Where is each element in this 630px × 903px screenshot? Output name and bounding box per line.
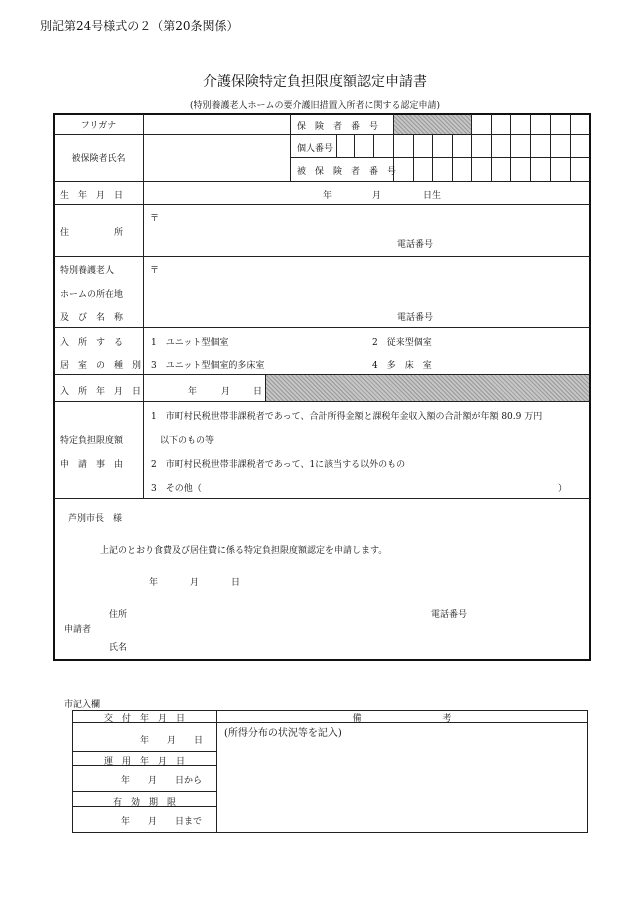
room-type-label-1: 入 所 す る — [60, 338, 124, 348]
issue-date-value: 年 月 日 — [140, 736, 204, 746]
admission-month: 月 — [221, 387, 231, 397]
address-postal-mark: 〒 — [150, 214, 160, 224]
cell-line — [510, 114, 511, 182]
city-line — [72, 751, 217, 752]
row-line — [54, 327, 590, 328]
row-line — [54, 401, 590, 402]
row-line — [54, 204, 590, 205]
facility-label-3: 及 び 名 称 — [60, 313, 124, 323]
declaration-statement: 上記のとおり食費及び居住費に係る特定負担限度額認定を申請します。 — [100, 546, 388, 556]
applicant-phone-label: 電話番号 — [431, 610, 468, 620]
cell-line — [432, 134, 433, 182]
label-divider — [143, 114, 144, 498]
room-type-label-2: 居 室 の 種 別 — [60, 361, 142, 371]
frame-left — [53, 113, 55, 661]
cell-line — [471, 114, 472, 182]
birthdate-day: 日生 — [423, 191, 442, 201]
facility-label-1: 特別養護老人 — [60, 266, 115, 276]
numbers-line — [290, 134, 590, 135]
room-option-1[interactable]: 1 ユニット型個室 — [151, 338, 229, 348]
frame-bottom — [53, 659, 591, 661]
reason-item-1-cont: 以下のもの等 — [160, 436, 215, 446]
furigana-field[interactable] — [147, 116, 287, 132]
reason-item-3-close: ） — [558, 484, 568, 494]
cell-line — [452, 134, 453, 182]
reason-other-field[interactable] — [215, 478, 555, 494]
furigana-line — [54, 134, 290, 135]
declaration-year: 年 — [149, 578, 159, 588]
birthdate-label: 生 年 月 日 — [60, 191, 124, 201]
row-line — [54, 256, 590, 257]
cell-line — [491, 114, 492, 182]
cell-line — [530, 114, 531, 182]
facility-postal-mark: 〒 — [150, 266, 160, 276]
admission-day: 日 — [253, 387, 263, 397]
admission-year: 年 — [188, 387, 198, 397]
address-label: 住 所 — [60, 228, 124, 238]
form-title: 介護保険特定負担限度額認定申請書 — [203, 74, 427, 90]
validity-value: 年 月 日まで — [121, 817, 203, 827]
remarks-field[interactable] — [222, 740, 582, 828]
cell-line — [550, 114, 551, 182]
applicant-name-label: 氏名 — [109, 643, 128, 653]
admission-date-label: 入 所 年 月 日 — [60, 387, 142, 397]
city-line — [72, 791, 217, 792]
address-field[interactable] — [165, 209, 585, 251]
numbers-divider — [290, 114, 291, 182]
cell-line — [570, 114, 571, 182]
city-section-title: 市記入欄 — [64, 700, 101, 710]
operation-date-label: 運 用 年 月 日 — [103, 757, 185, 767]
declaration-month: 月 — [190, 578, 200, 588]
reason-label-1: 特定負担限度額 — [60, 436, 124, 446]
insured-number-label: 被 保 険 者 番 号 — [297, 167, 397, 177]
room-option-4[interactable]: 4 多 床 室 — [372, 361, 432, 371]
birthdate-month: 月 — [372, 191, 382, 201]
insured-name-field[interactable] — [147, 137, 287, 179]
validity-label: 有 効 期 限 — [112, 798, 176, 808]
facility-label-2: ホームの所在地 — [60, 290, 124, 300]
personal-number-label: 個人番号 — [297, 144, 334, 154]
birthdate-year: 年 — [323, 191, 333, 201]
numbers-line — [290, 157, 590, 158]
applicant-address-label: 住所 — [109, 610, 128, 620]
address-phone-label: 電話番号 — [397, 240, 434, 250]
city-frame-bottom — [72, 832, 588, 833]
reason-item-1[interactable]: 1 市町村民税世帯非課税者であって、合計所得金額と課税年金収入額の合計額が年額 80.9 万円 — [151, 412, 543, 422]
admission-shaded — [266, 375, 589, 401]
facility-field[interactable] — [165, 260, 585, 322]
room-option-2[interactable]: 2 従来型個室 — [372, 338, 432, 348]
facility-phone-label: 電話番号 — [397, 313, 434, 323]
addressee: 芦別市長 様 — [68, 514, 123, 524]
insurer-number-shaded — [394, 115, 471, 134]
form-subtitle: (特別養護老人ホームの要介護旧措置入所者に関する認定申請) — [189, 101, 441, 111]
remarks-label: 備 考 — [352, 714, 452, 724]
form-number: 別記第24号様式の２（第20条関係） — [40, 19, 239, 33]
applicant-address-field[interactable] — [135, 603, 415, 619]
city-frame-left — [72, 710, 73, 833]
reason-item-3[interactable]: 3 その他（ — [151, 484, 202, 494]
insured-name-label: 被保険者氏名 — [71, 154, 126, 164]
cell-line — [354, 134, 355, 157]
applicant-name-field[interactable] — [135, 636, 415, 652]
city-frame-right — [587, 710, 588, 833]
cell-line — [413, 134, 414, 182]
insurer-number-label: 保 険 者 番 号 — [297, 122, 379, 132]
city-divider — [216, 710, 217, 833]
cell-line — [373, 134, 374, 157]
frame-right — [589, 113, 591, 661]
operation-date-value: 年 月 日から — [121, 776, 203, 786]
room-option-3[interactable]: 3 ユニット型個室的多床室 — [151, 361, 265, 371]
issue-date-label: 交 付 年 月 日 — [103, 714, 185, 724]
cell-line — [336, 134, 337, 157]
reason-item-2[interactable]: 2 市町村民税世帯非課税者であって、1に該当する以外のもの — [151, 460, 406, 470]
declaration-day: 日 — [231, 578, 241, 588]
row-line — [54, 498, 590, 499]
remarks-note: (所得分布の状況等を記入) — [224, 728, 342, 739]
furigana-label: フリガナ — [80, 121, 117, 131]
reason-label-2: 申 請 事 由 — [60, 460, 124, 470]
applicant-label: 申請者 — [64, 625, 92, 635]
